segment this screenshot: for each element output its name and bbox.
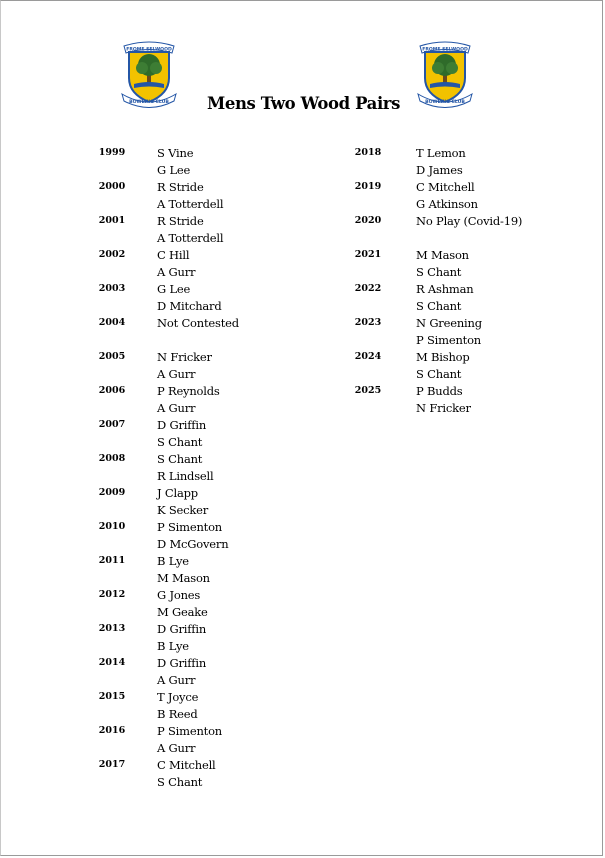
year-label: 2003 (98, 283, 126, 294)
winner-name: B Lye (157, 639, 189, 653)
winner-name: A Gurr (157, 401, 196, 415)
winner-name: R Lindsell (157, 469, 214, 483)
year-label: 2001 (98, 215, 126, 226)
winner-name: C Mitchell (157, 758, 216, 772)
year-label: 2000 (98, 181, 126, 192)
winner-name: Not Contested (157, 316, 239, 330)
winner-name: P Simenton (416, 333, 482, 347)
year-label: 2002 (98, 249, 126, 260)
year-label: 2021 (354, 249, 382, 260)
year-label: 2013 (98, 623, 126, 634)
winner-name: G Lee (157, 282, 191, 296)
winner-name: S Chant (416, 265, 462, 279)
winner-name: A Gurr (157, 367, 196, 381)
winner-name: R Stride (157, 180, 204, 194)
winner-name: G Lee (157, 163, 191, 177)
year-label: 2022 (354, 283, 382, 294)
winner-name: D Mitchard (157, 299, 222, 313)
year-label: 2025 (354, 385, 382, 396)
winner-name: S Chant (157, 452, 203, 466)
winner-name: G Jones (157, 588, 201, 602)
winner-name: K Secker (157, 503, 209, 517)
winner-name: P Simenton (157, 724, 223, 738)
logo-bottom-text: BOWLING CLUB (425, 100, 465, 105)
winner-name: P Simenton (157, 520, 223, 534)
winner-name: D James (416, 163, 463, 177)
page-title: Mens Two Wood Pairs (207, 94, 400, 113)
year-label: 2010 (98, 521, 126, 532)
year-label: 2006 (98, 385, 126, 396)
year-label: 2008 (98, 453, 126, 464)
winner-name: S Chant (416, 367, 462, 381)
winner-name: T Joyce (157, 690, 199, 704)
winner-name: S Chant (416, 299, 462, 313)
winner-name: A Totterdell (157, 231, 224, 245)
winner-name: D Griffin (157, 622, 207, 636)
year-label: 1999 (98, 147, 126, 158)
winner-name: C Hill (157, 248, 190, 262)
winner-name: S Vine (157, 146, 194, 160)
winner-name: D Griffin (157, 656, 207, 670)
winner-name: M Mason (157, 571, 210, 585)
winner-name: N Greening (416, 316, 482, 330)
winner-name: M Geake (157, 605, 208, 619)
year-label: 2015 (98, 691, 126, 702)
winner-name: P Budds (416, 384, 463, 398)
winner-name: B Reed (157, 707, 198, 721)
winner-name: S Chant (157, 435, 203, 449)
year-label: 2005 (98, 351, 126, 362)
logo-bottom-text: BOWLING CLUB (129, 100, 169, 105)
year-label: 2004 (98, 317, 126, 328)
winner-name: G Atkinson (416, 197, 478, 211)
year-label: 2012 (98, 589, 126, 600)
winner-name: B Lye (157, 554, 189, 568)
year-label: 2024 (354, 351, 382, 362)
winner-name: D Griffin (157, 418, 207, 432)
year-label: 2011 (98, 555, 126, 566)
winner-name: C Mitchell (416, 180, 475, 194)
winner-name: A Totterdell (157, 197, 224, 211)
winner-name: M Bishop (416, 350, 470, 364)
winner-name: R Stride (157, 214, 204, 228)
logo-top-text: FROME SELWOOD (422, 47, 468, 53)
year-label: 2020 (354, 215, 382, 226)
year-label: 2014 (98, 657, 126, 668)
logo-top-text: FROME SELWOOD (126, 47, 172, 53)
year-label: 2019 (354, 181, 382, 192)
winner-name: R Ashman (416, 282, 474, 296)
winner-name: P Reynolds (157, 384, 220, 398)
winner-name: A Gurr (157, 265, 196, 279)
year-label: 2007 (98, 419, 126, 430)
winner-name: D McGovern (157, 537, 229, 551)
winner-name: T Lemon (416, 146, 466, 160)
year-label: 2017 (98, 759, 126, 770)
year-label: 2023 (354, 317, 382, 328)
winner-name: M Mason (416, 248, 469, 262)
winner-name: N Fricker (416, 401, 471, 415)
winner-name: A Gurr (157, 741, 196, 755)
year-label: 2016 (98, 725, 126, 736)
year-label: 2009 (98, 487, 126, 498)
winner-name: A Gurr (157, 673, 196, 687)
winner-name: No Play (Covid-19) (416, 214, 523, 228)
year-label: 2018 (354, 147, 382, 158)
winner-name: S Chant (157, 775, 203, 789)
winner-name: N Fricker (157, 350, 212, 364)
winner-name: J Clapp (157, 486, 198, 500)
